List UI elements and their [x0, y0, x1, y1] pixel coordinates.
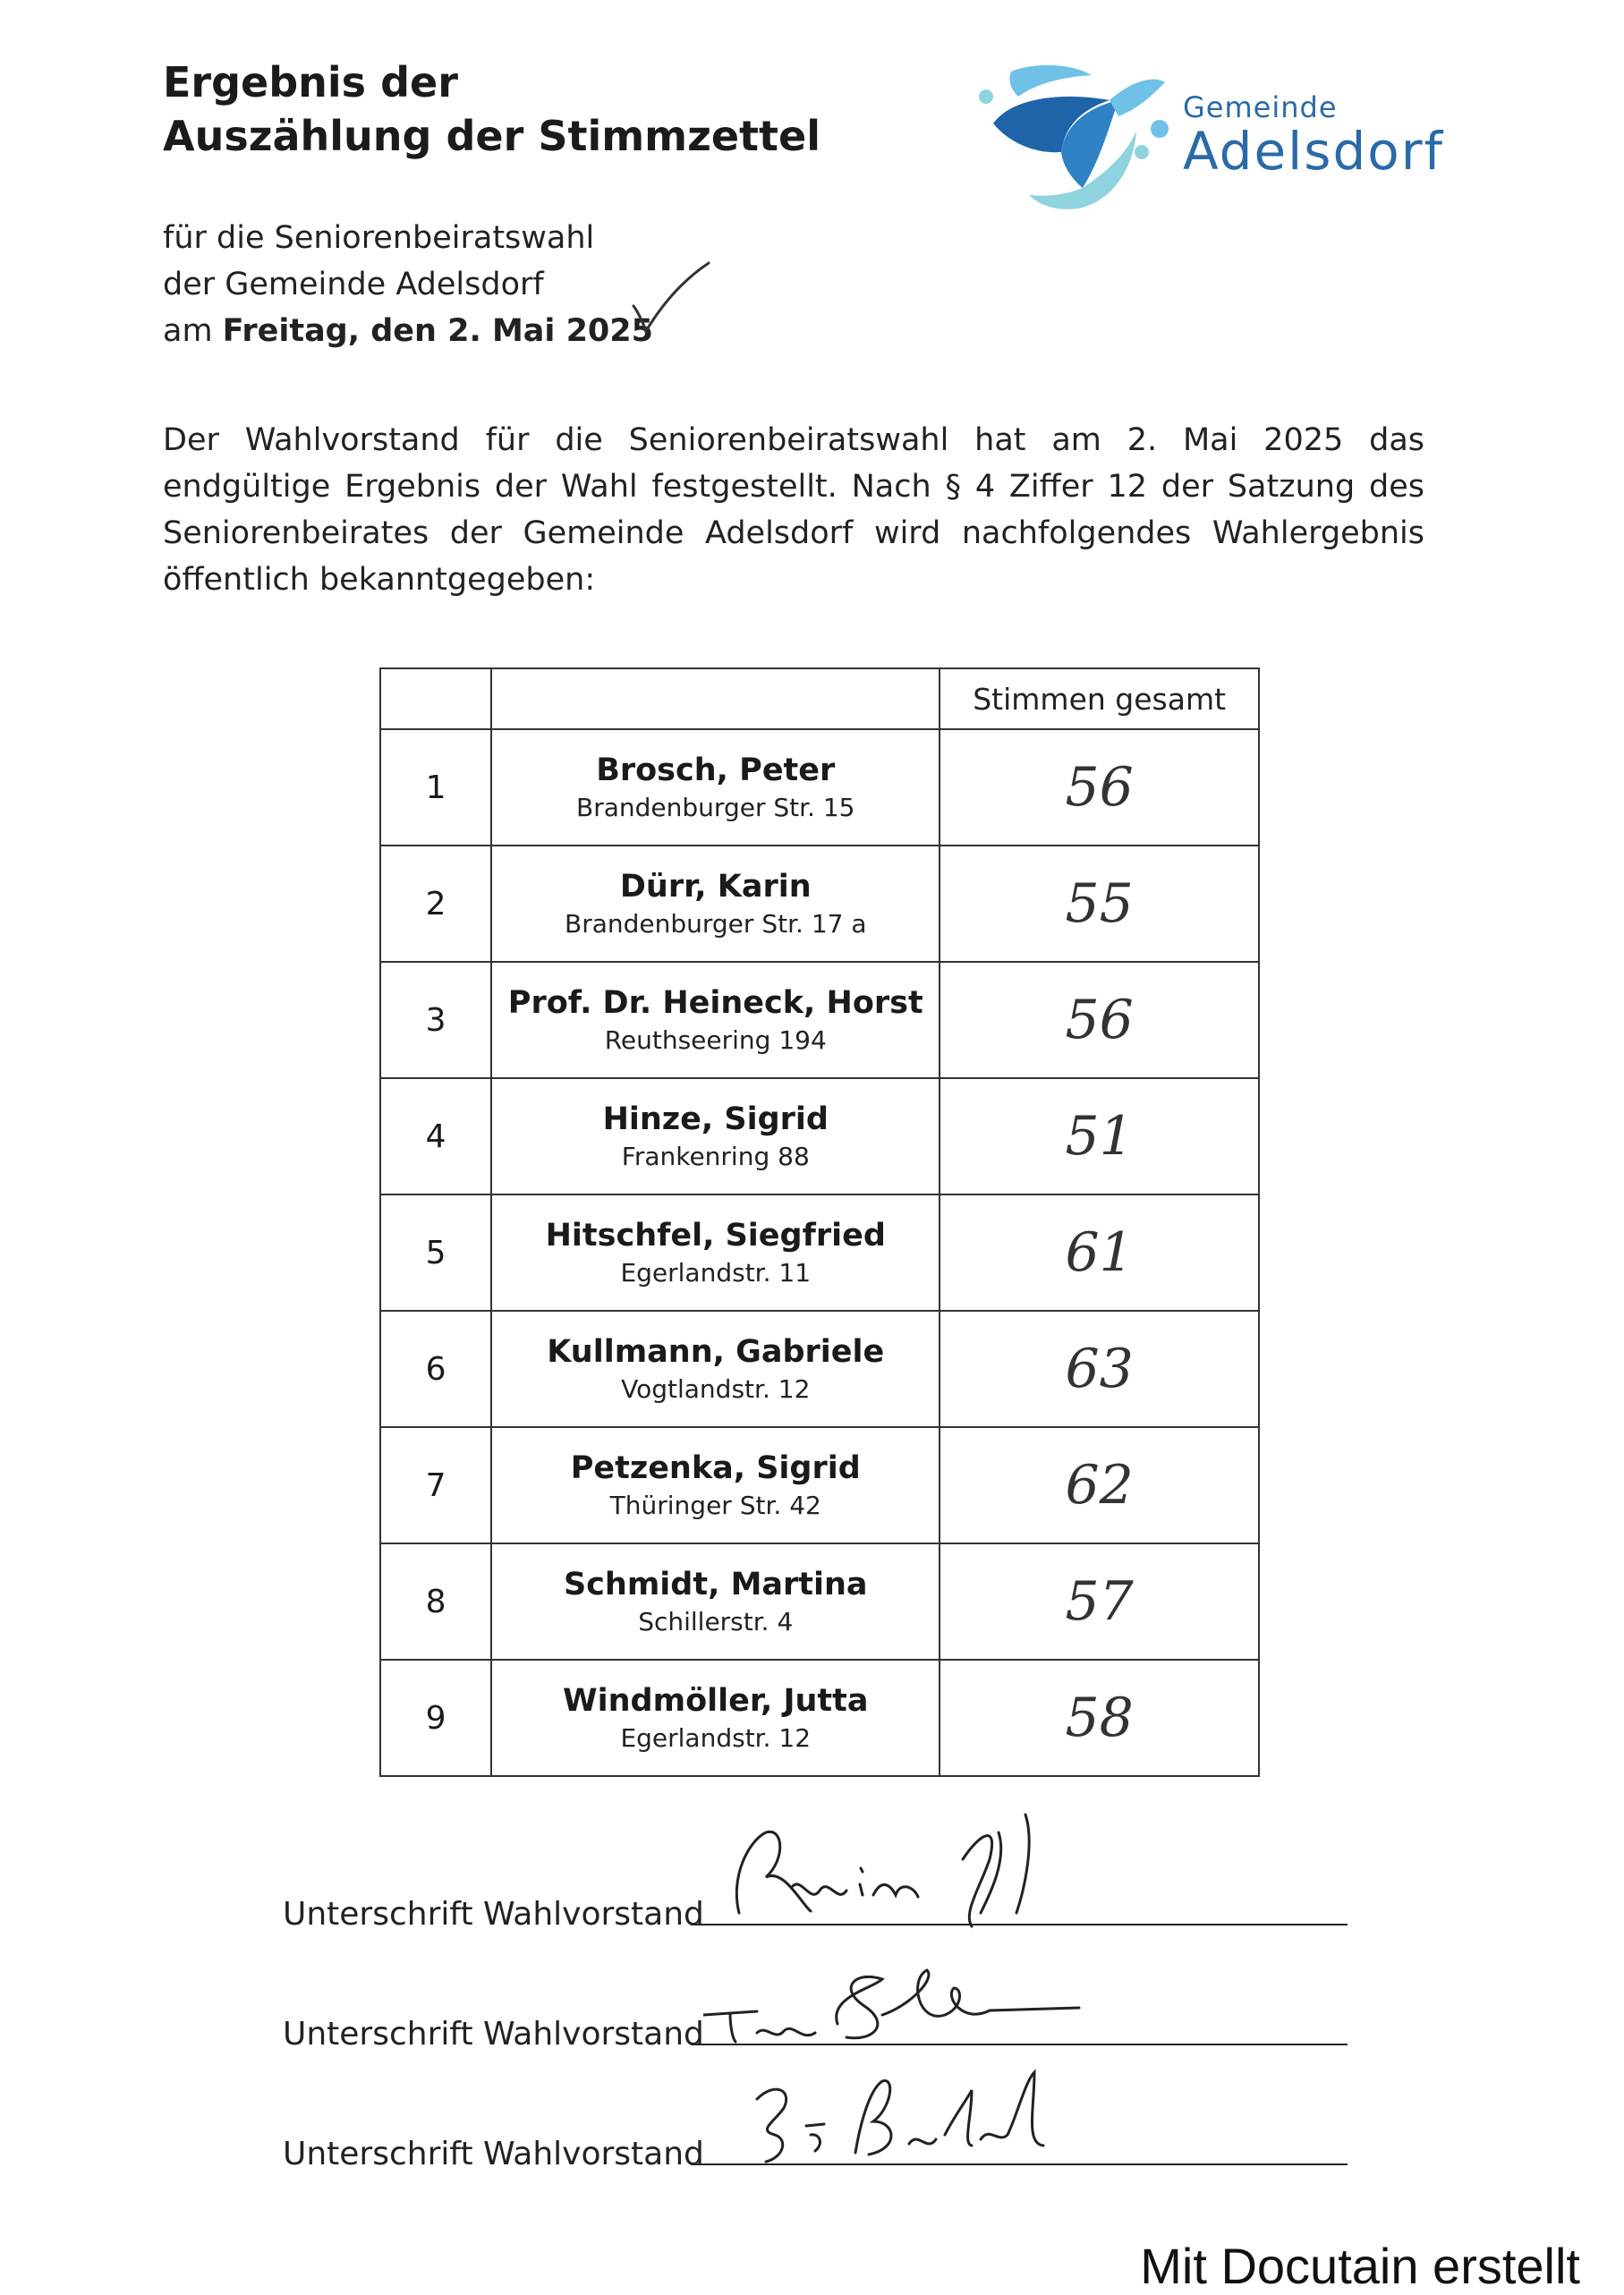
- candidate-number: 1: [380, 729, 491, 846]
- logo-text-gemeinde: Gemeinde: [1183, 90, 1338, 124]
- logo-text-adelsdorf: Adelsdorf: [1183, 121, 1445, 182]
- election-results-table: [379, 667, 1260, 1777]
- candidate-cell: [491, 1427, 940, 1543]
- signature-row-1: [283, 1863, 1348, 1934]
- candidate-votes: 56: [940, 729, 1259, 846]
- signature-row-3: [283, 2103, 1348, 2174]
- candidate-address: Vogtlandstr. 12: [621, 1374, 811, 1404]
- water-splash-logo-icon: [975, 54, 1181, 215]
- candidate-address: Frankenring 88: [621, 1142, 810, 1171]
- candidate-votes: 55: [940, 846, 1259, 962]
- candidate-votes: 63: [940, 1311, 1259, 1427]
- election-subtitle: [163, 215, 653, 354]
- subtitle-line-2: der Gemeinde Adelsdorf: [163, 267, 544, 302]
- table-row: [380, 1194, 1259, 1311]
- table-row: [380, 729, 1259, 846]
- signature-label: Unterschrift Wahlvorstand: [283, 2136, 704, 2172]
- candidate-cell: [491, 1660, 940, 1776]
- results-body: [380, 729, 1259, 1776]
- subtitle-line-3: [163, 308, 653, 354]
- candidate-address: Egerlandstr. 12: [620, 1723, 812, 1753]
- header-votes: Stimmen gesamt: [940, 668, 1259, 729]
- candidate-address: Brandenburger Str. 15: [576, 793, 855, 822]
- footer-watermark: Mit Docutain erstellt: [1140, 2238, 1580, 2294]
- announcement-paragraph: Der Wahlvorstand für die Seniorenbeiratswahl hat am 2. Mai 2025 das endgültige Ergebnis der Wahl festgestellt. Nach § 4 Ziffer 12 der Satzung des Seniorenbeirates der Gemeinde Adelsdorf wird nachfolgendes Wahlergebnis öffentlich bekanntgegeben:: [163, 422, 1424, 598]
- subtitle-line-1: für die Seniorenbeiratswahl: [163, 220, 595, 256]
- signature-label: Unterschrift Wahlvorstand: [283, 1896, 704, 1933]
- candidate-number: 3: [380, 962, 491, 1078]
- candidate-name: Petzenka, Sigrid: [570, 1450, 861, 1486]
- candidate-number: 7: [380, 1427, 491, 1543]
- header-candidate: [491, 668, 940, 729]
- candidate-cell: [491, 1194, 940, 1311]
- candidate-cell: [491, 1543, 940, 1660]
- title-line-2: Auszählung der Stimmzettel: [163, 112, 821, 160]
- candidate-number: 8: [380, 1543, 491, 1660]
- candidate-number: 4: [380, 1078, 491, 1194]
- candidate-name: Kullmann, Gabriele: [547, 1334, 885, 1370]
- table-header-row: [380, 668, 1259, 729]
- candidate-votes: 57: [940, 1543, 1259, 1660]
- title-line-1: Ergebnis der: [163, 58, 458, 106]
- municipality-logo: [975, 54, 1476, 215]
- candidate-cell: [491, 962, 940, 1078]
- table-row: [380, 962, 1259, 1078]
- candidate-number: 6: [380, 1311, 491, 1427]
- subtitle-date: Freitag, den 2. Mai 2025: [222, 313, 653, 349]
- candidate-cell: [491, 1311, 940, 1427]
- table-row: [380, 1311, 1259, 1427]
- candidate-address: Schillerstr. 4: [638, 1607, 794, 1636]
- candidate-votes: 51: [940, 1078, 1259, 1194]
- candidate-number: 5: [380, 1194, 491, 1311]
- candidate-cell: [491, 729, 940, 846]
- handwritten-signature-1: [703, 1806, 1133, 1931]
- checkmark-icon: [626, 259, 716, 340]
- candidate-number: 9: [380, 1660, 491, 1776]
- candidate-address: Egerlandstr. 11: [620, 1258, 812, 1288]
- candidate-name: Brosch, Peter: [596, 752, 836, 788]
- candidate-address: Reuthseering 194: [604, 1025, 827, 1055]
- candidate-cell: [491, 1078, 940, 1194]
- signature-row-2: [283, 1983, 1348, 2054]
- table-row: [380, 1427, 1259, 1543]
- handwritten-signature-2: [703, 1925, 1133, 2051]
- table-row: [380, 1078, 1259, 1194]
- header-number: [380, 668, 491, 729]
- candidate-name: Dürr, Karin: [619, 869, 812, 905]
- candidate-name: Prof. Dr. Heineck, Horst: [507, 985, 923, 1021]
- candidate-number: 2: [380, 846, 491, 962]
- handwritten-signature-3: [703, 2045, 1133, 2171]
- candidate-name: Windmöller, Jutta: [563, 1683, 869, 1719]
- candidate-name: Schmidt, Martina: [563, 1567, 868, 1602]
- candidate-name: Hitschfel, Siegfried: [545, 1218, 886, 1254]
- logo-wordmark: [1183, 90, 1445, 182]
- table-row: [380, 1543, 1259, 1660]
- candidate-votes: 58: [940, 1660, 1259, 1776]
- candidate-name: Hinze, Sigrid: [602, 1101, 829, 1137]
- table-row: [380, 1660, 1259, 1776]
- candidate-address: Brandenburger Str. 17 a: [565, 909, 867, 939]
- candidate-votes: 61: [940, 1194, 1259, 1311]
- subtitle-date-prefix: am: [163, 313, 223, 349]
- candidate-cell: [491, 846, 940, 962]
- candidate-votes: 62: [940, 1427, 1259, 1543]
- signature-label: Unterschrift Wahlvorstand: [283, 2016, 704, 2053]
- candidate-address: Thüringer Str. 42: [609, 1491, 821, 1520]
- document-title: [163, 55, 821, 163]
- table-row: [380, 846, 1259, 962]
- candidate-votes: 56: [940, 962, 1259, 1078]
